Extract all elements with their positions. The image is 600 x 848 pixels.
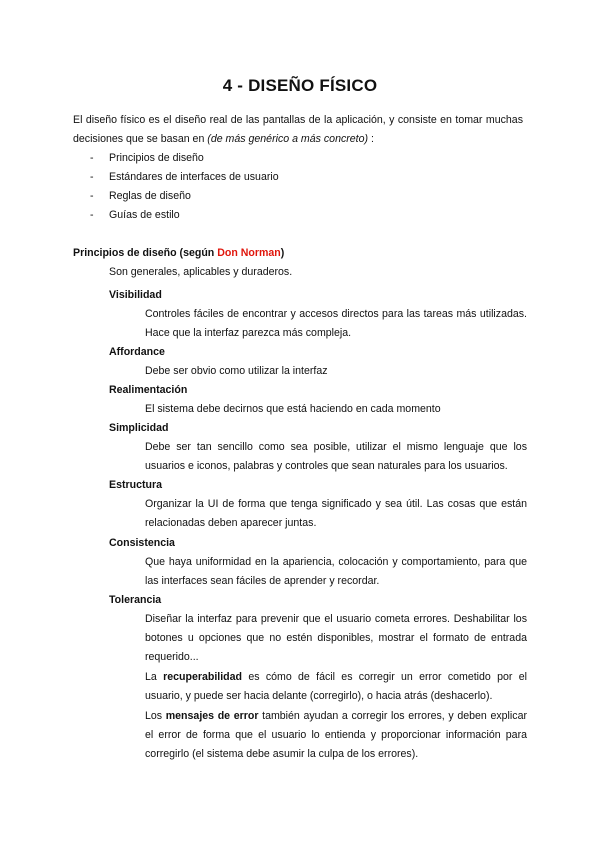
section-text-estructura: Organizar la UI de forma que tenga significado y sea útil. Las cosas que están relacionadas deben aparecer juntas. <box>145 498 527 529</box>
section-text-tolerancia-1: Diseñar la interfaz para prevenir que el usuario cometa errores. Deshabilitar los botones u opciones que no estén disponibles, mostrar el formato de entrada requerido... <box>145 613 527 663</box>
section-title-tolerancia: Tolerancia <box>109 594 162 606</box>
page-title: 4 - DISEÑO FÍSICO <box>222 76 378 95</box>
intro-paragraph <box>73 111 523 149</box>
section-title-estructura: Estructura <box>109 479 162 491</box>
section-title-visibilidad: Visibilidad <box>109 289 162 301</box>
bullet-marker: - <box>90 209 94 221</box>
recuperabilidad-text: es cómo de fácil es corregir un error cometido por el usuario, y puede ser hacia delante (corregirlo), o hacia atrás (deshacerlo). <box>145 671 527 702</box>
bullet-item: Estándares de interfaces de usuario <box>109 171 279 183</box>
section-text-visibilidad: Controles fáciles de encontrar y accesos directos para las tareas más utilizadas. Hace que la interfaz parezca más compleja. <box>145 308 527 339</box>
intro-italic: (de más genérico a más concreto) <box>207 133 369 145</box>
principles-heading-suffix: ) <box>280 247 285 259</box>
section-title-realimentacion: Realimentación <box>109 384 188 396</box>
bullet-marker: - <box>90 190 94 202</box>
section-text-tolerancia-2 <box>145 668 527 706</box>
section-text-consistencia: Que haya uniformidad en la apariencia, colocación y comportamiento, para que las interfaces sean fáciles de aprender y recordar. <box>145 556 527 587</box>
section-text-realimentacion: El sistema debe decirnos que está haciendo en cada momento <box>145 403 441 415</box>
mensajes-prefix: Los <box>145 710 166 722</box>
principles-heading <box>73 244 284 263</box>
author-name: Don Norman <box>217 247 281 259</box>
intro-text: El diseño físico es el diseño real de las pantallas de la aplicación, y consiste en tomar muchas decisiones que se basan en <box>73 114 523 145</box>
recuperabilidad-term: recuperabilidad <box>163 671 242 683</box>
section-title-affordance: Affordance <box>109 346 165 358</box>
bullet-marker: - <box>90 171 94 183</box>
section-text-affordance: Debe ser obvio como utilizar la interfaz <box>145 365 328 377</box>
section-title-consistencia: Consistencia <box>109 537 175 549</box>
bullet-item: Guías de estilo <box>109 209 180 221</box>
bullet-item: Reglas de diseño <box>109 190 191 202</box>
section-title-simplicidad: Simplicidad <box>109 422 169 434</box>
mensajes-text: también ayudan a corregir los errores, y deben explicar el error de forma que el usuario lo entienda y proporcionar información para corregirlo (el sistema debe asumir la culpa de los errores). <box>145 710 527 760</box>
mensajes-term: mensajes de error <box>165 710 259 722</box>
bullet-item: Principios de diseño <box>109 152 204 164</box>
intro-suffix: : <box>368 133 374 145</box>
section-text-tolerancia-3 <box>145 707 527 764</box>
principles-heading-prefix: Principios de diseño (según <box>73 247 218 259</box>
principles-summary: Son generales, aplicables y duraderos. <box>109 266 293 278</box>
bullet-marker: - <box>90 152 94 164</box>
recuperabilidad-prefix: La <box>145 671 164 683</box>
section-text-simplicidad: Debe ser tan sencillo como sea posible, utilizar el mismo lenguaje que los usuarios e iconos, palabras y controles que sean naturales para los usuarios. <box>145 441 527 472</box>
